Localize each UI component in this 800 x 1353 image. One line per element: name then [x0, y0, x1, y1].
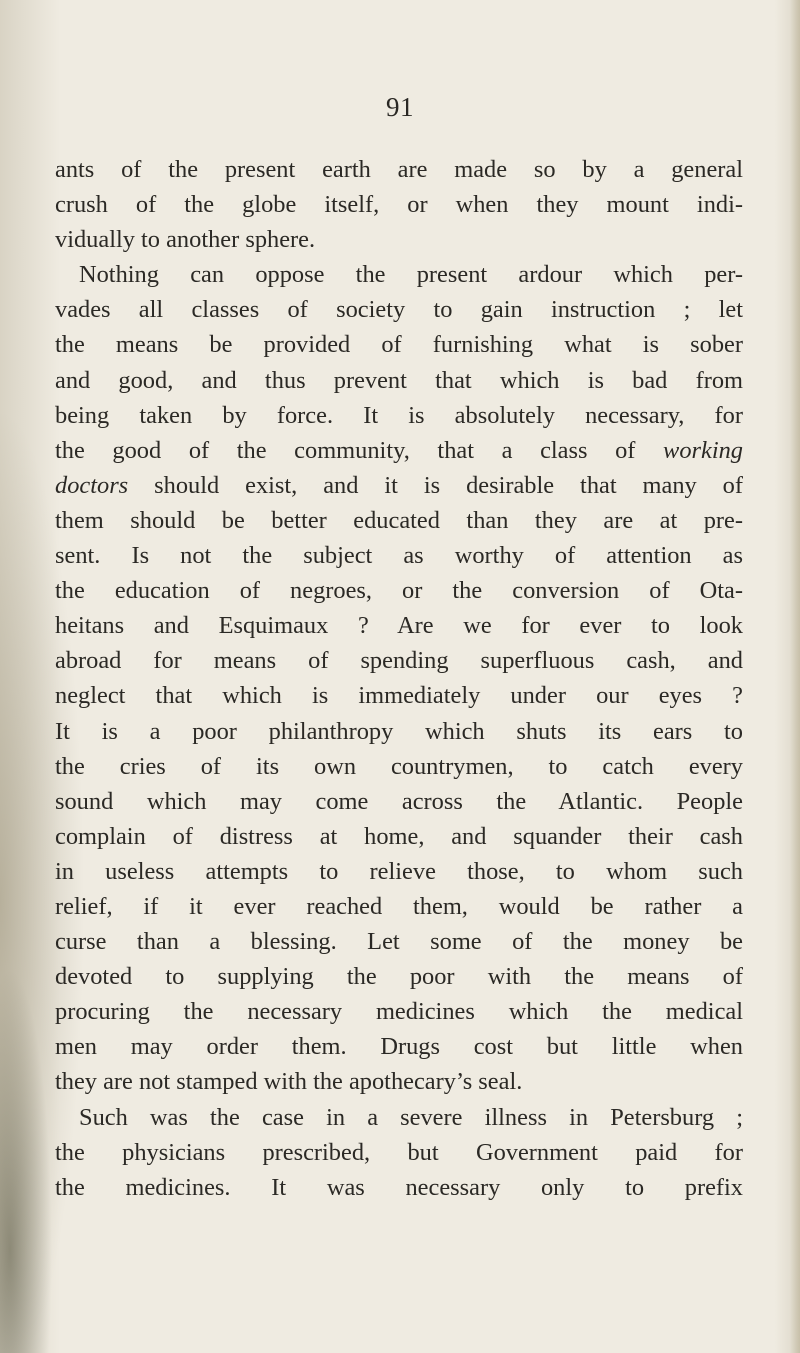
text-line: sent. Is not the subject as worthy of attention as — [55, 542, 743, 570]
text-line: crush of the globe itself, or when they mount indi- — [55, 191, 743, 219]
page-number: 91 — [386, 92, 414, 122]
text-line: heitans and Esquimaux ? Are we for ever to look — [55, 612, 743, 640]
text-span: should exist, and it is desirable that many of — [128, 471, 743, 499]
text-line: It is a poor philanthropy which shuts its ears to — [55, 717, 743, 745]
italic-text: working — [663, 436, 743, 464]
text-line: them should be better educated than they are at pre- — [55, 506, 743, 534]
text-line — [55, 468, 743, 503]
text-line: complain of distress at home, and squander their cash — [55, 822, 743, 850]
text-line: devoted to supplying the poor with the means of — [55, 963, 743, 991]
body-text — [55, 152, 743, 1205]
text-line: curse than a blessing. Let some of the money be — [55, 928, 743, 956]
text-line: Nothing can oppose the present ardour which per- — [79, 261, 743, 289]
text-line: neglect that which is immediately under our eyes ? — [55, 682, 743, 710]
text-line: the cries of its own countrymen, to catch every — [55, 752, 743, 780]
text-line: the medicines. It was necessary only to prefix — [55, 1173, 743, 1201]
text-line: being taken by force. It is absolutely necessary, for — [55, 401, 743, 429]
text-line: Such was the case in a severe illness in Petersburg ; — [79, 1103, 743, 1131]
text-line — [55, 433, 743, 468]
text-line: and good, and thus prevent that which is bad from — [55, 366, 743, 394]
text-line: procuring the necessary medicines which the medical — [55, 998, 743, 1026]
text-span: the good of the community, that a class of — [55, 436, 664, 464]
text-line: men may order them. Drugs cost but little when — [55, 1033, 743, 1061]
text-line: they are not stamped with the apothecary’s seal. — [55, 1068, 523, 1096]
italic-text: doctors — [55, 471, 129, 499]
text-line: ants of the present earth are made so by a general — [55, 156, 743, 183]
page-edge-shadow — [790, 0, 800, 1353]
text-line: vades all classes of society to gain instruction ; let — [55, 296, 743, 324]
text-line: the physicians prescribed, but Government paid for — [55, 1138, 743, 1166]
text-line: the means be provided of furnishing what is sober — [55, 331, 743, 359]
text-line: relief, if it ever reached them, would be rather a — [55, 892, 743, 920]
text-line: in useless attempts to relieve those, to whom such — [55, 857, 743, 885]
text-line: vidually to another sphere. — [55, 226, 316, 254]
text-line: the education of negroes, or the conversion of Ota- — [55, 577, 743, 605]
text-line: sound which may come across the Atlantic. People — [55, 787, 743, 815]
text-line: abroad for means of spending superfluous cash, and — [55, 647, 743, 675]
